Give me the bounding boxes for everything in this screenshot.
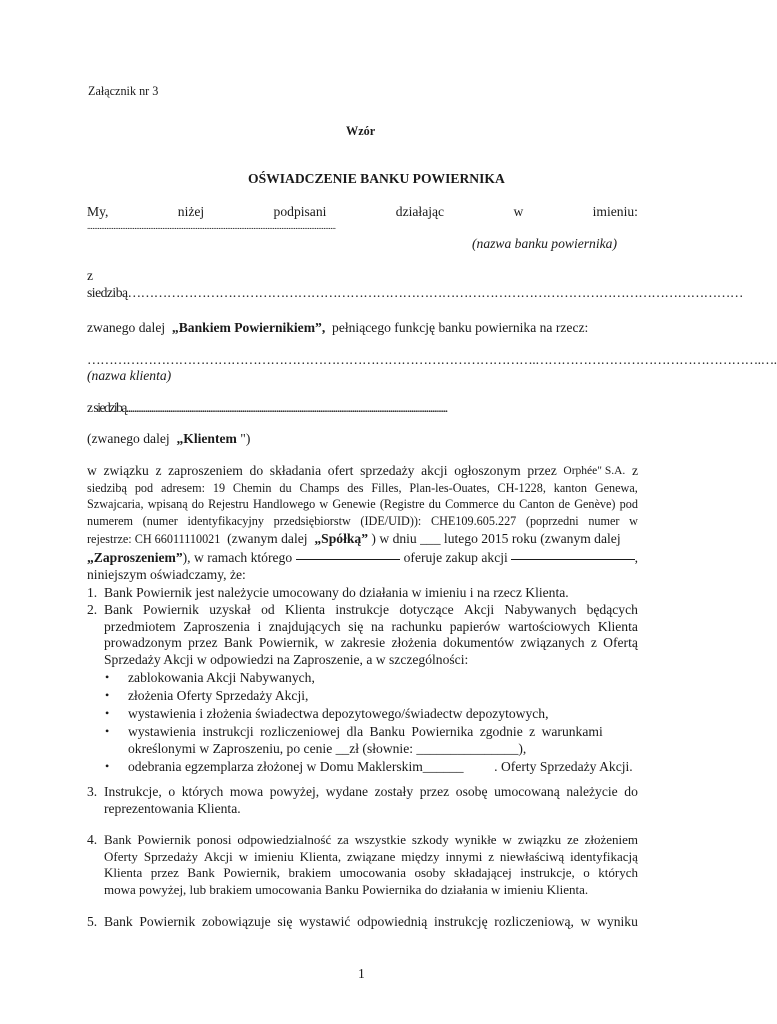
page-title: OŚWIADCZENIE BANKU POWIERNIKA (248, 171, 505, 186)
blank-field[interactable] (511, 548, 634, 560)
list-item: odebrania egzemplarza złożonej w Domu Maklerskim______ . Oferty Sprzedaży Akcji. (128, 759, 633, 774)
bullet-icon: • (105, 688, 110, 702)
bullet-list (87, 670, 638, 774)
list-item: złożenia Oferty Sprzedaży Akcji, (128, 688, 309, 703)
klient-line: (zwanego dalej „Klientem ") (87, 431, 251, 446)
list-item: 1. Bank Powiernik jest należycie umocowany do działania w imieniu i na rzecz Klienta. (87, 585, 569, 600)
bank-powiernik-line: zwanego dalej „Bankiem Powiernikiem”, pełniącego funkcję banku powiernika na rzecz: (87, 320, 589, 335)
paragraph-line: w związku z zaproszeniem do składania ofert sprzedaży akcji ogłoszonym przez Orphée" S.A. z (87, 463, 638, 478)
bullet-icon: • (105, 724, 110, 738)
paragraph-line: rejestrze: CH 66011110021 (zwanym dalej „Spółką” ) w dniu ___ lutego 2015 roku (zwanym dalej (87, 531, 621, 546)
paragraph-line: Szwajcaria, wpisaną do Rejestru Handlowego w Genewie (Registre du Commerce du Canton de Genève) pod (87, 497, 638, 511)
blank-field[interactable] (296, 548, 401, 560)
paragraph-line: niniejszym oświadczamy, że: (87, 567, 246, 582)
z-word: z (87, 268, 94, 283)
paragraph-line: numerem (numer identyfikacyjny przedsiębiorstw (IDE/UID)): CHE109.605.227 (poprzedni numer w (87, 513, 638, 528)
list-item: 2. Bank Powiernik uzyskał od Klienta instrukcje dotyczące Akcji Nabywanych będących przedmiotem Zaproszenia i znajdujących się na rachunku papierów wartościowych Klienta prowadzonym przez Bank Powiernik, w zakresie złożenia dokumentów związanych z Ofertą Sprzedaży Akcji w odpowiedzi na Zaproszenie, a w szczególności: (87, 602, 638, 667)
bank-name-dots: .............................................................................................................................................. (87, 221, 336, 231)
bullet-icon: • (105, 706, 110, 720)
list-item: wystawienia i złożenia świadectwa depozytowego/świadectw depozytowych, (128, 706, 549, 721)
list-item: 5. Bank Powiernik zobowiązuje się wystawić odpowiednią instrukcję rozliczeniową, w wyniku (87, 914, 638, 929)
wzor-heading: Wzór (346, 124, 376, 138)
page-number: 1 (358, 966, 365, 981)
paragraph-line: siedzibą pod adresem: 19 Chemin du Champs des Filles, Plan-les-Ouates, CH-1228, kanton Genewa, (87, 480, 638, 495)
main-paragraph (87, 463, 638, 584)
intro-line: My, niżej podpisani działając w imieniu: (87, 204, 638, 219)
list-item-continued: określonymi w Zaproszeniu, po cenie __zł (słownie: _______________), (128, 741, 527, 756)
client-siedziba-line: z siedzibą......................................................................................................................................................................... (87, 400, 447, 415)
list-item: zablokowania Akcji Nabywanych, (128, 670, 315, 685)
annex-label: Załącznik nr 3 (88, 84, 159, 98)
bank-name-label: (nazwa banku powiernika) (472, 236, 617, 251)
list-item: 4. Bank Powiernik ponosi odpowiedzialność za wszystkie szkody wynikłe w związku ze złożeniem Oferty Sprzedaży Akcji w imieniu Klienta, związane między innymi z niewłaściwą identyfikacją Klienta przez Bank Powiernik, brakiem umocowania osoby składającej instrukcje, o których mowa powyżej, lub brakiem umocowania Banku Powiernika do działania w imieniu Klienta. (87, 832, 638, 897)
client-label: (nazwa klienta) (87, 368, 172, 383)
bullet-icon: • (105, 670, 110, 684)
client-dots: ………………………………………………………………………………………….…………………………………………….…. (87, 352, 777, 367)
paragraph-line: „Zaproszeniem” ), w ramach którego oferuje zakup akcji , (87, 550, 638, 565)
list-item: 3. Instrukcje, o których mowa powyżej, wydane zostały przez osobę umocowaną należycie do reprezentowania Klienta. (87, 784, 638, 816)
siedziba-line: siedzibą…………………………………………………………………………………………………………………………… (87, 285, 743, 300)
bullet-icon: • (105, 759, 110, 773)
list-item: wystawienia instrukcji rozliczeniowej dla Banku Powiernika zgodnie z warunkami (128, 724, 603, 739)
